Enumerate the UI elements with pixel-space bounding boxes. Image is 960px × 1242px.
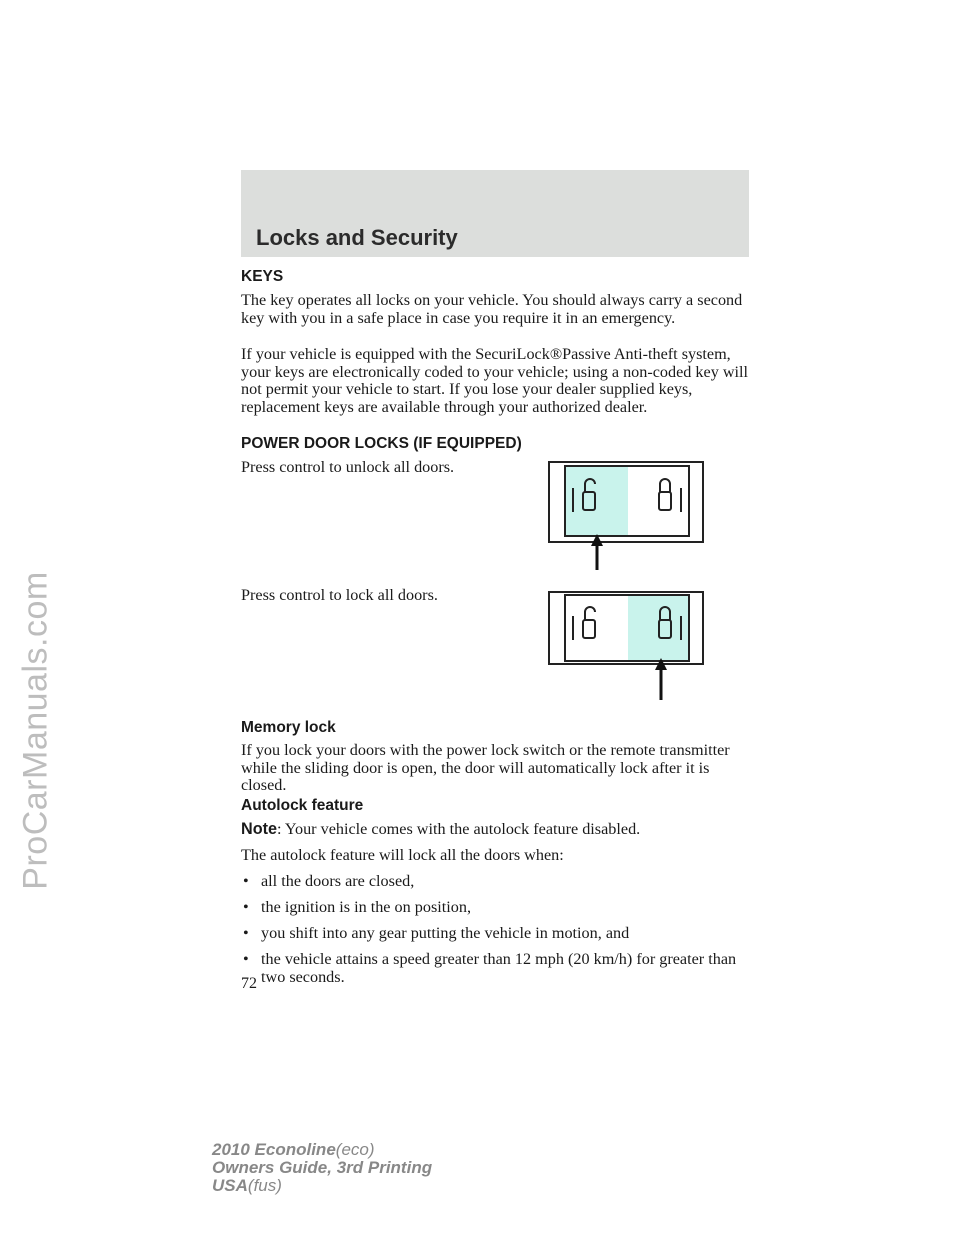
footer-market-code: (fus) — [247, 1176, 282, 1195]
section-title: Locks and Security — [256, 225, 458, 250]
page-number: 72 — [241, 975, 257, 992]
memory-lock-heading: Memory lock — [241, 719, 336, 736]
autolock-intro: The autolock feature will lock all the doors when: — [241, 846, 564, 864]
list-item: • all the doors are closed, — [243, 872, 415, 890]
keys-paragraph-1: The key operates all locks on your vehicle. You should always carry a second key with you in a safe place in case you require it in an emergency. — [241, 291, 743, 327]
unlock-highlight — [566, 467, 628, 535]
unlock-padlock-icon — [583, 607, 595, 638]
watermark — [8, 510, 64, 950]
list-item: • the ignition is in the on position, — [243, 898, 471, 916]
lock-padlock-icon — [659, 479, 671, 510]
section-header — [241, 170, 749, 257]
footer-guide: Owners Guide, 3rd Printing — [212, 1158, 433, 1177]
unlock-arrow-icon — [591, 534, 603, 570]
footer — [212, 1141, 432, 1195]
keys-heading: KEYS — [241, 268, 284, 285]
lock-instruction: Press control to lock all doors. — [241, 586, 438, 604]
note-text: : Your vehicle comes with the autolock feature disabled. — [276, 820, 641, 838]
lock-control-figure — [547, 590, 707, 702]
unlock-instruction: Press control to unlock all doors. — [241, 458, 455, 476]
list-item: • the vehicle attains a speed greater than 12 mph (20 km/h) for greater than two seconds. — [243, 950, 737, 986]
footer-model: 2010 Econoline — [212, 1140, 336, 1159]
watermark-text: ProCarManuals.com — [16, 570, 55, 890]
footer-market: USA — [212, 1176, 248, 1195]
power-door-locks-heading: POWER DOOR LOCKS (IF EQUIPPED) — [241, 435, 522, 452]
list-item: • you shift into any gear putting the vehicle in motion, and — [243, 924, 630, 942]
memory-lock-paragraph: If you lock your doors with the power lock switch or the remote transmitter while the sliding door is open, the door will automatically lock after it is closed. — [241, 741, 730, 794]
autolock-note — [241, 821, 751, 839]
note-label: Note — [241, 820, 277, 838]
unlock-control-figure — [547, 460, 707, 572]
footer-model-code: (eco) — [335, 1140, 375, 1159]
autolock-heading: Autolock feature — [241, 797, 364, 814]
keys-paragraph-2: If your vehicle is equipped with the SecuriLock®Passive Anti-theft system, your keys are electronically coded to your vehicle; using a non-coded key will not permit your vehicle to start. If you lose your dealer supplied keys, replacement keys are available through your authorized dealer. — [241, 345, 749, 416]
